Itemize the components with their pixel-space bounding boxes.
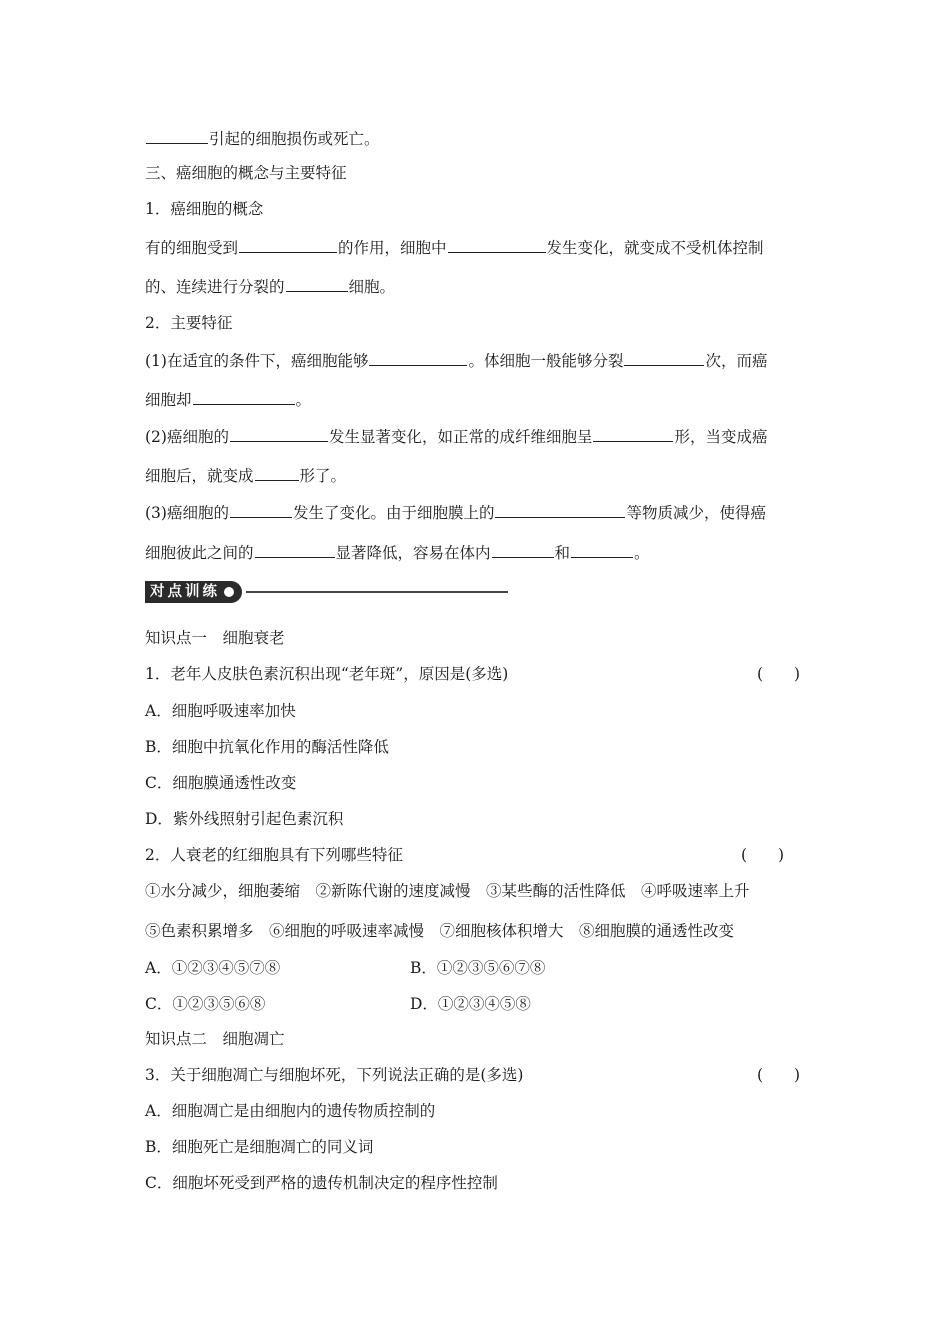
question-3-option-c[interactable]: C．细胞坏死受到严格的遗传机制决定的程序性控制 xyxy=(145,1174,498,1192)
fill-line-feature3-a xyxy=(145,501,766,523)
answer-blank[interactable] xyxy=(495,501,625,518)
fill-line-concept-1 xyxy=(145,236,764,258)
answer-blank[interactable] xyxy=(492,541,554,558)
answer-blank[interactable] xyxy=(571,541,633,558)
text: 。 xyxy=(295,391,312,409)
subheading-cancer-concept: 1．癌细胞的概念 xyxy=(145,200,264,218)
question-1-stem: 1．老年人皮肤色素沉积出现“老年斑”，原因是(多选) xyxy=(145,665,509,683)
text: 形了。 xyxy=(299,467,347,485)
fill-line-feature1-a xyxy=(145,349,768,371)
question-1-option-b[interactable]: B．细胞中抗氧化作用的酶活性降低 xyxy=(145,738,389,756)
fill-line-feature2-b xyxy=(145,464,346,486)
question-1-option-a[interactable]: A．细胞呼吸速率加快 xyxy=(145,702,296,720)
fill-line-feature3-b xyxy=(145,541,650,563)
question-1-option-d[interactable]: D．紫外线照射引起色素沉积 xyxy=(145,810,344,828)
text: 的、连续进行分裂的 xyxy=(145,278,285,296)
text: 形，当变成癌 xyxy=(674,428,768,446)
fill-line-concept-2 xyxy=(145,275,395,297)
question-2-option-c[interactable]: C．①②③⑤⑥⑧ xyxy=(145,995,266,1013)
question-2-option-b[interactable]: B．①②③⑤⑥⑦⑧ xyxy=(410,959,546,977)
text: 等物质减少，使得癌 xyxy=(626,504,766,522)
question-2-option-a[interactable]: A．①②③④⑤⑦⑧ xyxy=(145,959,281,977)
text: 发生显著变化，如正常的成纤维细胞呈 xyxy=(328,428,593,446)
text: 。体细胞一般能够分裂 xyxy=(468,352,624,370)
fill-line-feature2-a xyxy=(145,425,768,447)
knowledge-point-1: 知识点一 细胞衰老 xyxy=(145,629,285,647)
question-3-stem: 3．关于细胞凋亡与细胞坏死，下列说法正确的是(多选) xyxy=(145,1066,524,1084)
question-3-option-b[interactable]: B．细胞死亡是细胞凋亡的同义词 xyxy=(145,1138,374,1156)
question-2-items-line1: ①水分减少，细胞萎缩 ②新陈代谢的速度减慢 ③某些酶的活性降低 ④呼吸速率上升 xyxy=(145,882,750,900)
answer-blank[interactable] xyxy=(286,275,348,292)
text: 显著降低，容易在体内 xyxy=(335,544,491,562)
answer-blank[interactable] xyxy=(230,425,328,442)
question-2-items-line2: ⑤色素积累增多 ⑥细胞的呼吸速率减慢 ⑦细胞核体积增大 ⑧细胞膜的通透性改变 xyxy=(145,922,735,940)
question-2-stem: 2．人衰老的红细胞具有下列哪些特征 xyxy=(145,846,403,864)
practice-banner xyxy=(145,581,508,603)
text: 引起的细胞损伤或死亡。 xyxy=(209,130,380,148)
answer-blank[interactable] xyxy=(255,541,335,558)
fill-line-feature1-b xyxy=(145,388,311,410)
answer-blank[interactable] xyxy=(239,236,337,253)
knowledge-point-2: 知识点二 细胞凋亡 xyxy=(145,1030,285,1048)
banner-label-box xyxy=(145,581,242,603)
answer-blank[interactable] xyxy=(448,236,546,253)
answer-blank[interactable] xyxy=(230,501,292,518)
text: 细胞后，就变成 xyxy=(145,467,254,485)
question-2-answer-paren[interactable]: ( ) xyxy=(741,846,785,864)
answer-blank[interactable] xyxy=(624,349,704,366)
text: 发生变化，就变成不受机体控制 xyxy=(546,239,764,257)
subheading-main-features: 2．主要特征 xyxy=(145,314,233,332)
text: 细胞彼此之间的 xyxy=(145,544,254,562)
text: 发生了变化。由于细胞膜上的 xyxy=(292,504,495,522)
text: 有的细胞受到 xyxy=(145,239,239,257)
question-3-option-a[interactable]: A．细胞凋亡是由细胞内的遗传物质控制的 xyxy=(145,1102,436,1120)
answer-blank[interactable] xyxy=(593,425,673,442)
answer-blank[interactable] xyxy=(255,464,299,481)
question-3-answer-paren[interactable]: ( ) xyxy=(757,1066,801,1084)
question-1-option-c[interactable]: C．细胞膜通透性改变 xyxy=(145,774,297,792)
question-2-option-d[interactable]: D．①②③④⑤⑧ xyxy=(410,995,531,1013)
text: 和 xyxy=(554,544,571,562)
section-heading-3: 三、癌细胞的概念与主要特征 xyxy=(145,164,347,182)
text: 的作用，细胞中 xyxy=(338,239,447,257)
question-1-answer-paren[interactable]: ( ) xyxy=(757,665,801,683)
text: 。 xyxy=(634,544,650,562)
banner-divider xyxy=(246,591,508,593)
answer-blank[interactable] xyxy=(369,349,467,366)
text: (2)癌细胞的 xyxy=(145,428,229,446)
banner-title: 对点训练 xyxy=(150,584,220,600)
text: 细胞却 xyxy=(145,391,192,409)
answer-blank[interactable] xyxy=(193,388,295,405)
text: (3)癌细胞的 xyxy=(145,504,229,522)
answer-blank[interactable] xyxy=(146,127,208,144)
bullet-dot-icon xyxy=(224,587,234,597)
fill-line-cell-injury xyxy=(145,127,380,149)
text: 细胞。 xyxy=(348,278,396,296)
text: 次，而癌 xyxy=(705,352,768,370)
text: (1)在适宜的条件下，癌细胞能够 xyxy=(145,352,369,370)
